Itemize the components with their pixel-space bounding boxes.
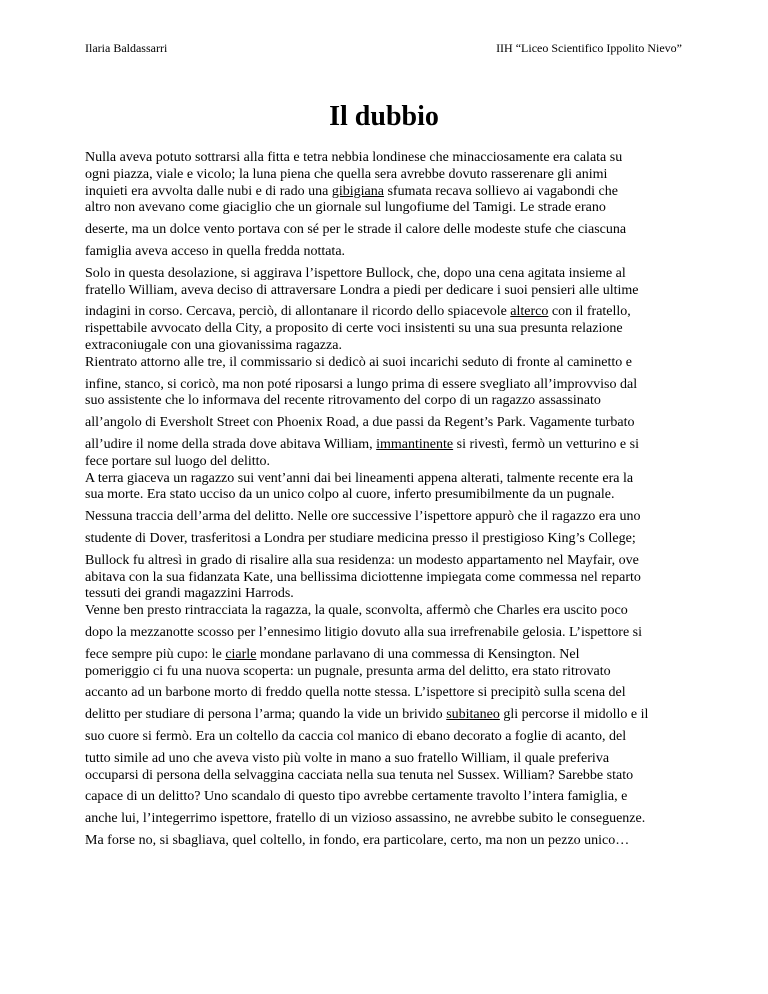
text-segment: sfumata recava sollievo ai vagabondi che (383, 183, 618, 199)
text-line: ogni piazza, viale e vicolo; la luna piena che quella sera avrebbe dovuto rasserenare gli animi (85, 166, 608, 182)
text-line: extraconiugale con una giovanissima ragazza. (85, 337, 342, 353)
underlined-word: gibigiana (331, 183, 384, 199)
text-line: all’angolo di Eversholt Street con Phoenix Road, a due passi da Regent’s Park. Vagamente turbato (85, 415, 635, 431)
text-line: tutto simile ad uno che aveva visto più volte in mano a suo fratello William, il quale preferiva (85, 750, 610, 766)
text-segment: si rivestì, fermò un vetturino e si (453, 436, 639, 452)
text-line: accanto ad un barbone morto di freddo quella notte stessa. L’ispettore si precipitò sulla scena del (85, 685, 626, 701)
text-line: Venne ben presto rintracciata la ragazza, la quale, sconvolta, affermò che Charles era uscito poco (85, 603, 628, 619)
text-line: occuparsi di persona della selvaggina cacciata nella sua tenuta nel Sussex. William? Sarebbe stato (85, 767, 634, 783)
underlined-word: alterco (510, 304, 549, 320)
text-line: A terra giaceva un ragazzo sui vent’anni dai bei lineamenti appena alterati, talmente recente era la (85, 470, 634, 486)
underlined-word: immantinente (376, 436, 454, 452)
text-line: Ma forse no, si sbagliava, quel coltello, in fondo, era particolare, certo, ma non un pezzo unico… (85, 832, 630, 848)
text-line (85, 707, 690, 724)
text-line: deserte, ma un dolce vento portava con sé per le strade il calore delle modeste stufe che ciascuna (85, 222, 627, 238)
text-line: capace di un delitto? Uno scandalo di questo tipo avrebbe certamente travolto l’intera famiglia, e (85, 789, 628, 805)
text-line: abitava con la sua fidanzata Kate, una bellissima diciottenne impiegata come commessa nel reparto (85, 569, 641, 585)
text-line: fece portare sul luogo del delitto. (85, 453, 271, 469)
text-segment: gli percorse il midollo e il (499, 707, 649, 723)
text-line: suo assistente che lo informava del recente ritrovamento del corpo di un ragazzo assassinato (85, 393, 601, 409)
text-line: Solo in questa desolazione, si aggirava l’ispettore Bullock, che, dopo una cena agitata insieme al (85, 265, 626, 281)
text-segment: con il fratello, (548, 304, 631, 320)
text-segment: mondane parlavano di una commessa di Kensington. Nel (256, 646, 580, 662)
text-segment: fece sempre più cupo: le (85, 646, 226, 662)
text-line: sua morte. Era stato ucciso da un unico colpo al cuore, inferto presumibilmente da un pugnale. (85, 487, 615, 503)
text-line: suo cuore si fermò. Era un coltello da caccia col manico di ebano decorato a foglie di acanto, del (85, 728, 627, 744)
text-line: tessuti dei grandi magazzini Harrods. (85, 586, 294, 602)
underlined-word: ciarle (225, 646, 257, 662)
text-line: altro non avevano come giaciglio che un giornale sul lungofiume del Tamigi. Le strade erano (85, 200, 606, 216)
text-line: dopo la mezzanotte scosso per l’ennesimo litigio dovuto alla sua irrefrenabile gelosia. L’ispettore si (85, 624, 642, 640)
underlined-word: subitaneo (446, 707, 500, 723)
text-line: studente di Dover, trasferitosi a Londra per studiare medicina presso il prestigioso King’s College; (85, 530, 636, 546)
header-author: Ilaria Baldassarri (85, 41, 168, 55)
text-line: Bullock fu altresì in grado di risalire alla sua residenza: un modesto appartamento nel Mayfair, ove (85, 552, 639, 568)
text-line: infine, stanco, si coricò, ma non poté riposarsi a lungo prima di essere svegliato all’improvviso dal (85, 376, 638, 392)
document-title: Il dubbio (329, 101, 439, 132)
text-segment: delitto per studiare di persona l’arma; quando la vide un brivido (85, 707, 447, 723)
text-line (85, 437, 690, 454)
text-line: fratello William, aveva deciso di attraversare Londra a piedi per dedicare i suoi pensieri alle ultime (85, 282, 639, 298)
text-line: Nessuna traccia dell’arma del delitto. Nelle ore successive l’ispettore appurò che il ragazzo era uno (85, 509, 641, 525)
text-line (85, 647, 690, 664)
text-segment: indagini in corso. Cercava, perciò, di allontanare il ricordo dello spiacevole (85, 304, 511, 320)
text-segment: all’udire il nome della strada dove abitava William, (85, 436, 377, 452)
header-school: IIH “Liceo Scientifico Ippolito Nievo” (496, 41, 682, 55)
text-line: Nulla aveva potuto sottrarsi alla fitta e tetra nebbia londinese che minacciosamente era calata su (85, 150, 623, 165)
text-line: anche lui, l’integerrimo ispettore, fratello di un vizioso assassino, ne avrebbe subito le conseguenze. (85, 811, 646, 827)
story-body (85, 150, 690, 850)
text-line: Rientrato attorno alle tre, il commissario si dedicò ai suoi incarichi seduto di fronte al caminetto e (85, 354, 633, 370)
text-line: famiglia aveva acceso in quella fredda nottata. (85, 243, 346, 259)
text-line: rispettabile avvocato della City, a proposito di certe voci insistenti su una sua presunta relazione (85, 321, 623, 337)
text-line: pomeriggio ci fu una nuova scoperta: un pugnale, presunta arma del delitto, era stato ritrovato (85, 663, 611, 679)
text-line (85, 184, 690, 201)
text-segment: inquieti era avvolta dalle nubi e di rado una (85, 183, 332, 199)
text-line (85, 304, 690, 321)
